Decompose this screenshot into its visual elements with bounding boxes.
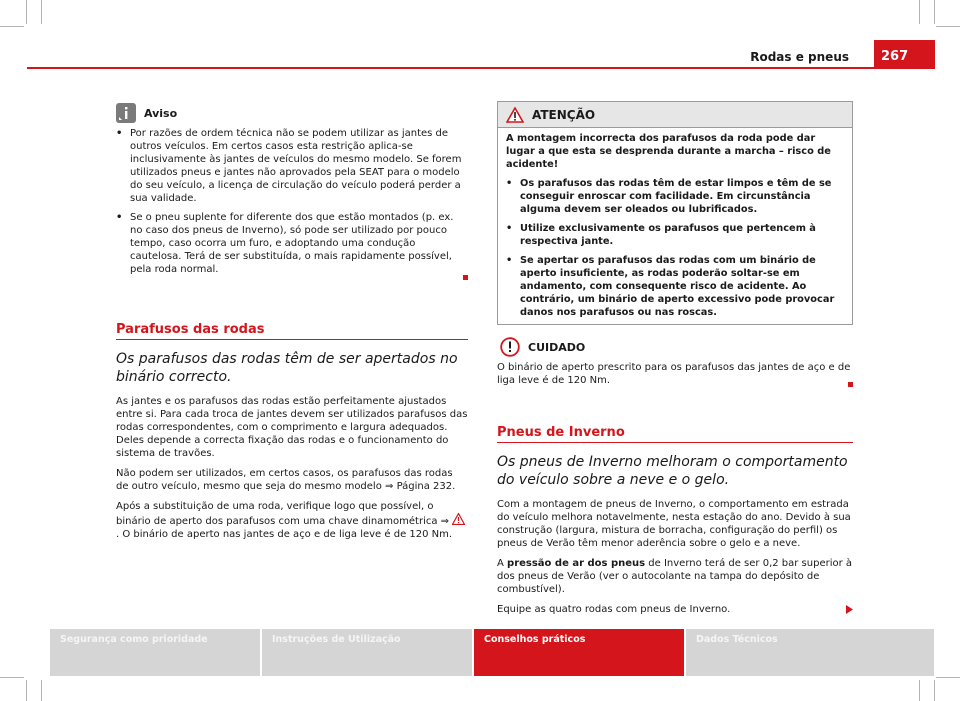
warning-bullet: • Utilize exclusivamente os parafusos que pertencem à respectiva jante.	[506, 222, 844, 248]
paragraph: Com a montagem de pneus de Inverno, o comportamento em estrada do veículo melhora notavelmente, nesta estação do ano. Devido à sua construção (largura, mistura de borracha, configuração do perfil) os pneus de Verão têm menor aderência sobre o gelo e a neve.	[497, 499, 851, 549]
paragraph-text: de Inverno terá de ser 0,2 bar superior à dos pneus de Verão (ver o autocolante na tampa do depósito de combustível).	[497, 558, 853, 595]
crop-mark	[934, 680, 935, 701]
left-column	[116, 103, 468, 548]
continue-arrow-icon	[846, 605, 853, 614]
warning-box	[497, 101, 853, 325]
warning-intro: A montagem incorrecta dos parafusos da roda pode dar lugar a que esta se desprenda durante a marcha – risco de acidente!	[506, 133, 831, 170]
warning-bullet-text: Os parafusos das rodas têm de estar limpos e têm de se conseguir enroscar com facilidade. Em circunstância alguma devem ser oleados ou lubrificados.	[520, 178, 832, 215]
warning-bullet-text: Se apertar os parafusos das rodas com um binário de aperto insuficiente, as rodas poderão soltar-se em andamento, com consequente risco de acidente. Ao contrário, um binário de aperto excessivo pode provocar danos nos parafusos ou nas roscas.	[520, 255, 835, 318]
crop-mark	[41, 0, 42, 24]
footer-tab-conselhos-active[interactable]: Conselhos práticos	[474, 629, 684, 676]
caution-circle-icon	[500, 337, 520, 357]
crop-mark	[26, 680, 27, 701]
crop-mark	[919, 680, 920, 701]
cuidado-heading	[500, 337, 853, 357]
paragraph-bold-text: pressão de ar dos pneus	[507, 558, 646, 569]
footer-tab-instrucoes[interactable]: Instruções de Utilização	[262, 629, 472, 676]
aviso-bullet-text: Se o pneu suplente for diferente dos que estão montados (p. ex. no caso dos pneus de Inverno), só pode ser utilizado por pouco tempo, caso ocorra um furo, e adoptando uma condução cautelosa. Terá de ser substituída, o mais rapidamente possível, pela roda normal.	[130, 212, 454, 275]
header-rule	[27, 67, 935, 69]
crop-mark	[0, 26, 24, 27]
paragraph	[497, 603, 853, 616]
footer-tab-dados[interactable]: Dados Técnicos	[686, 629, 934, 676]
warning-reference-icon[interactable]	[452, 513, 465, 525]
warning-bullet: • Os parafusos das rodas têm de estar limpos e têm de se conseguir enroscar com facilidade. Em circunstância alguma devem ser oleados ou lubrificados.	[506, 177, 844, 216]
aviso-bullet: • Se o pneu suplente for diferente dos que estão montados (p. ex. no caso dos pneus de Inverno), só pode ser utilizado por pouco tempo, caso ocorra um furo, e adoptando uma condução cautelosa. Terá de ser substituída, o mais rapidamente possível, pela roda normal.	[116, 211, 468, 276]
paragraph	[116, 467, 468, 493]
aviso-title: Aviso	[144, 106, 178, 120]
right-column	[497, 101, 853, 623]
section-subtitle-parafusos: Os parafusos das rodas têm de ser apertados no binário correcto.	[116, 351, 458, 385]
running-header: Rodas e pneus	[750, 50, 849, 64]
footer-tab-seguranca[interactable]: Segurança como prioridade	[50, 629, 260, 676]
section-end-mark	[848, 382, 853, 387]
warning-triangle-icon	[506, 107, 524, 123]
section-subtitle-inverno: Os pneus de Inverno melhoram o comportamento do veículo sobre a neve e o gelo.	[497, 454, 848, 488]
crop-mark	[919, 0, 920, 24]
crop-mark	[41, 680, 42, 701]
section-title-parafusos: Parafusos das rodas	[116, 323, 468, 340]
warning-bullet-text: Utilize exclusivamente os parafusos que pertencem à respectiva jante.	[520, 223, 816, 247]
crop-mark	[936, 677, 960, 678]
paragraph-text: Equipe as quatro rodas com pneus de Inverno.	[497, 604, 731, 615]
aviso-bullet: • Por razões de ordem técnica não se podem utilizar as jantes de outros veículos. Em certos casos esta restrição aplica-se inclusivamente às jantes de veículos do mesmo modelo. Se forem utilizados pneus e jantes não aprovados pela SEAT para o modelo do seu veículo, a licença de circulação do veículo poderá perder a sua validade.	[116, 127, 468, 205]
paragraph: As jantes e os parafusos das rodas estão perfeitamente ajustados entre si. Para cada troca de jantes devem ser utilizados parafusos das rodas correspondentes, com o comprimento e largura adequados. Deles depende a correcta fixação das rodas e o funcionamento do sistema de travões.	[116, 396, 468, 459]
paragraph	[116, 500, 468, 541]
paragraph	[497, 557, 853, 596]
crop-mark	[934, 0, 935, 24]
section-title-inverno: Pneus de Inverno	[497, 426, 853, 443]
crop-mark	[26, 0, 27, 24]
crop-mark	[936, 26, 960, 27]
page-number: 267	[874, 40, 935, 68]
aviso-bullet-text: Por razões de ordem técnica não se podem utilizar as jantes de outros veículos. Em certos casos esta restrição aplica-se inclusivamente às jantes de veículos do mesmo modelo. Se forem utilizados pneus e jantes não aprovados pela SEAT para o modelo do seu veículo, a licença de circulação do veículo poderá perder a sua validade.	[130, 128, 462, 204]
warning-bullet: • Se apertar os parafusos das rodas com um binário de aperto insuficiente, as rodas poderão soltar-se em andamento, com consequente risco de acidente. Ao contrário, um binário de aperto excessivo pode provocar danos nos parafusos ou nas roscas.	[506, 254, 844, 319]
cross-reference-text[interactable]: Não podem ser utilizados, em certos casos, os parafusos das rodas de outro veículo, mesmo que seja do mesmo modelo ⇒ Página 232.	[116, 468, 456, 492]
crop-mark	[0, 677, 24, 678]
paragraph-text: . O binário de aperto nas jantes de aço e de liga leve é de 120 Nm.	[116, 529, 453, 540]
paragraph-text: A	[497, 558, 504, 569]
paragraph-text: Após a substituição de uma roda, verifique logo que possível, o binário de aperto dos parafusos com uma chave dinamométrica ⇒	[116, 501, 450, 527]
section-end-mark	[463, 275, 468, 280]
cuidado-title: CUIDADO	[528, 340, 586, 354]
warning-body	[498, 128, 852, 324]
warning-header	[498, 102, 852, 128]
aviso-heading	[116, 103, 468, 123]
info-note-icon	[116, 103, 136, 123]
cuidado-text: O binário de aperto prescrito para os parafusos das jantes de aço e de liga leve é de 120 Nm.	[497, 362, 851, 386]
warning-title: ATENÇÃO	[532, 107, 596, 122]
